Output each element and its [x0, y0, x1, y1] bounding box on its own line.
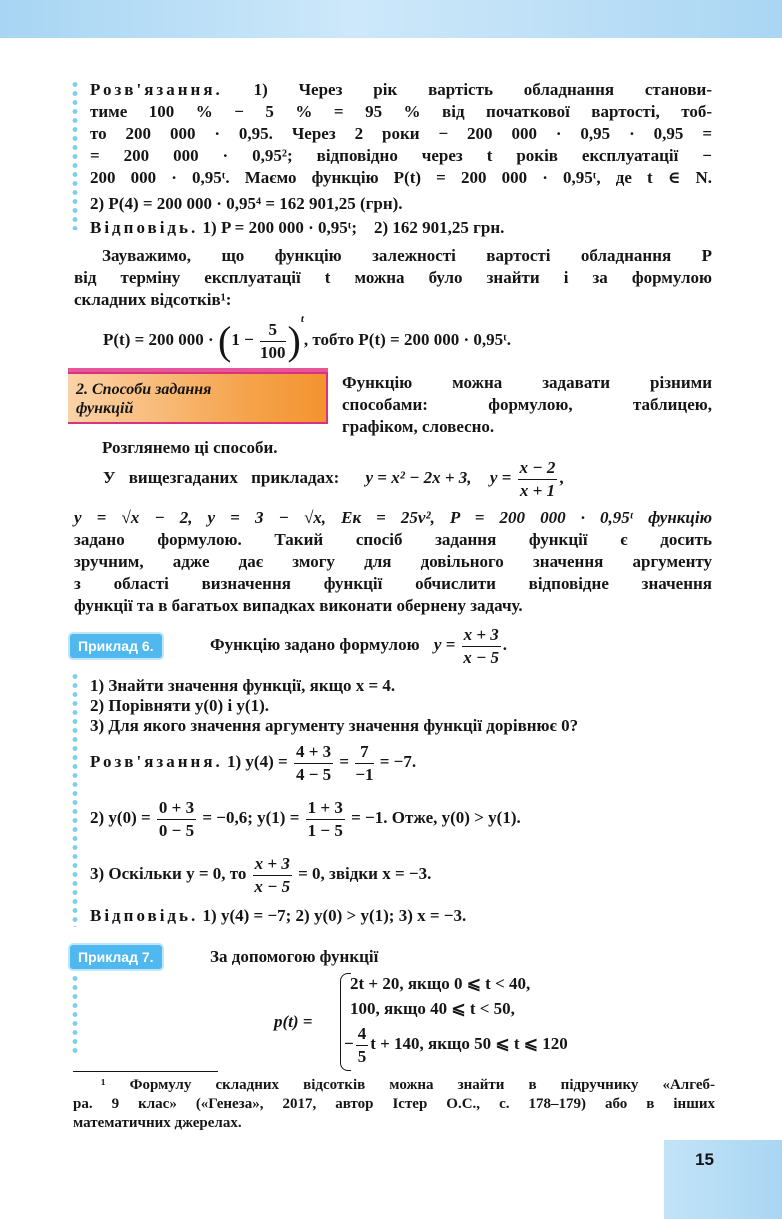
example-6-solution-3 [90, 850, 431, 898]
answer-text: 1) P = 200 000 · 0,95ᵗ; 2) 162 901,25 грн. [202, 218, 505, 237]
paren-open: ( [217, 318, 232, 364]
rational-fraction [518, 457, 558, 502]
solution-answer [90, 218, 504, 238]
piecewise-case-1: 2t + 20, якщо 0 ⩽ t < 40, [350, 974, 531, 993]
fraction-numerator: x + 3 [253, 853, 292, 876]
solution-line-3: то 200 000 · 0,95. Через 2 роки − 200 000 · 0,95 · 0,95 = [90, 124, 712, 143]
examples-line-5: з області визначення функції обчислити відповідне значення [74, 574, 712, 593]
fraction-b-denominator: 1 − 5 [307, 820, 343, 840]
fraction-denominator: x − 5 [254, 876, 291, 896]
section-heading-stripe [68, 368, 328, 372]
answer-lead: Відповідь. [90, 218, 199, 237]
solution-line-5: 200 000 · 0,95ᵗ. Маємо функцію P(t) = 200 000 · 0,95ᵗ, де t ∈ N. [90, 168, 712, 187]
footnote-line-2: ра. 9 клас» («Генеза», 2017, автор Істер О.С., с. 178–179) або в інших [73, 1096, 715, 1112]
paren-close: ) [287, 318, 301, 364]
solution-3-fraction [253, 853, 292, 898]
solution-line-1 [90, 80, 712, 100]
examples-intro: У вищезгаданих прикладах: [103, 468, 340, 487]
solution-1-fraction-b [355, 741, 373, 786]
example-6-task-1: 1) Знайти значення функції, якщо x = 4. [90, 676, 396, 695]
examples-line-2: y = √x − 2, y = 3 − √x, Eк = 25v², P = 200 000 · 0,95ᵗ функцію [74, 508, 712, 527]
solution-1-fraction-a [294, 741, 333, 786]
rational-denominator: x + 1 [519, 480, 556, 500]
remark-line-3: складних відсотків¹: [74, 290, 232, 309]
case-3-denominator: 5 [357, 1046, 367, 1066]
solution-line-2: тиме 100 % − 5 % = 95 % від початкової вартості, тоб- [90, 102, 712, 121]
footnote-line-1: ¹ Формулу складних відсотків можна знайти в підручнику «Алгеб- [101, 1077, 715, 1093]
formula-rational [489, 457, 564, 500]
solution-part-2: 2) P(4) = 200 000 · 0,95⁴ = 162 901,25 (грн). [90, 194, 403, 213]
section-intro-line-3: графіком, словесно. [342, 417, 495, 436]
example-6-task-3: 3) Для якого значення аргументу значення функції дорівнює 0? [90, 716, 579, 735]
remark-line-1: Зауважимо, що функцію залежності вартості обладнання P [102, 246, 712, 265]
fraction-a-denominator: 4 − 5 [295, 764, 332, 784]
example-6-badge: Приклад 6. [70, 634, 162, 658]
solution-text: 1) Через рік вартість обладнання станови- [253, 80, 712, 99]
examples-line-3: задано формулою. Такий спосіб задання функції є досить [74, 530, 712, 549]
example-6-task-2: 2) Порівняти y(0) і y(1). [90, 696, 269, 715]
example-6-numerator: x + 3 [462, 624, 501, 647]
example-6-denominator: x − 5 [463, 647, 500, 667]
example-6-answer-lead: Відповідь. [90, 906, 199, 925]
fraction-b-denominator: −1 [355, 764, 374, 784]
fraction-a-numerator: 0 + 3 [157, 797, 196, 820]
examples-line-1 [103, 455, 713, 501]
solution-2-fraction-b [306, 797, 345, 842]
piecewise-lhs: p(t) = [274, 1012, 313, 1031]
fraction-denominator: 100 [260, 342, 286, 362]
section-intro-line-1: Функцію можна задавати різними [342, 373, 712, 392]
corner-decorative-band [664, 1140, 782, 1219]
solution-1-post: = −7. [379, 752, 417, 771]
footnote-rule [73, 1071, 218, 1072]
section-title [76, 380, 211, 418]
consider-methods: Розглянемо ці способи. [102, 438, 278, 457]
solution-2-fraction-a [157, 797, 196, 842]
example-6-text: Функцію задано формулою [210, 635, 420, 654]
remark-line-2: від терміну експлуатації t можна було знайти і за формулою [74, 268, 712, 287]
example-7-statement: За допомогою функції [210, 947, 379, 966]
fraction-a-numerator: 4 + 3 [294, 741, 333, 764]
rational-numerator: x − 2 [518, 457, 558, 480]
formula-fraction [260, 319, 286, 364]
solution-1-pre: 1) y(4) = [227, 752, 288, 771]
example-6-fraction [462, 624, 501, 669]
example-6-solution-lead: Розв'язання. [90, 752, 223, 771]
solution-2-mid: = −0,6; y(1) = [202, 808, 300, 827]
solution-line-4: = 200 000 · 0,95²; відповідно через t років експлуатації − [90, 146, 712, 165]
solution-3-post: = 0, звідки x = −3. [298, 864, 432, 883]
section-title-line-2: функцій [76, 400, 134, 417]
page-number: 15 [695, 1150, 714, 1169]
margin-dots-example-6 [72, 672, 78, 927]
case-3-sign: − [344, 1034, 354, 1053]
case-3-tail: t + 140, якщо 50 ⩽ t ⩽ 120 [370, 1034, 568, 1053]
solution-1-eq: = [339, 752, 350, 771]
solution-2-post: = −1. Отже, y(0) > y(1). [351, 808, 521, 827]
example-6-tail: . [502, 635, 507, 654]
fraction-b-numerator: 7 [355, 741, 373, 764]
case-3-fraction [356, 1023, 369, 1068]
fraction-numerator: 5 [260, 319, 286, 342]
formula-quadratic: y = x² − 2x + 3, [365, 468, 472, 487]
fraction-b-numerator: 1 + 3 [306, 797, 345, 820]
margin-dots-example-7 [72, 974, 78, 1054]
formula-paren-start: 1 − [231, 330, 254, 349]
footnote-line-3: математичних джерелах. [73, 1115, 242, 1131]
margin-dots-solution [72, 80, 78, 230]
section-intro-line-2: способами: формулою, таблицею, [342, 395, 712, 414]
example-6-solution-1 [90, 738, 416, 786]
example-6-answer [90, 906, 466, 926]
compound-interest-formula [103, 313, 511, 364]
example-6-statement [210, 622, 507, 668]
example-6-answer-text: 1) y(4) = −7; 2) y(0) > y(1); 3) x = −3. [202, 906, 467, 925]
piecewise-case-2: 100, якщо 40 ⩽ t < 50, [350, 999, 515, 1018]
section-heading-box [68, 372, 328, 424]
case-3-numerator: 4 [356, 1023, 369, 1046]
rational-tail: , [559, 468, 564, 487]
example-6-lhs: y = [433, 635, 456, 654]
formula-exponent: t [300, 313, 304, 326]
rational-lhs: y = [489, 468, 512, 487]
formula-right: , тобто P(t) = 200 000 · 0,95ᵗ. [303, 330, 511, 349]
solution-lead: Розв'язання. [90, 80, 223, 99]
formula-left: P(t) = 200 000 · [103, 330, 214, 349]
fraction-a-denominator: 0 − 5 [158, 820, 195, 840]
solution-2-pre: 2) y(0) = [90, 808, 151, 827]
piecewise-case-3 [344, 1020, 568, 1068]
solution-3-pre: 3) Оскільки y = 0, то [90, 864, 247, 883]
section-title-line-1: 2. Способи задання [76, 381, 212, 398]
examples-line-4: зручним, адже дає змогу для довільного значення аргументу [74, 552, 712, 571]
examples-line-6: функції та в багатьох випадках виконати обернену задачу. [74, 596, 523, 615]
example-7-badge: Приклад 7. [70, 945, 162, 969]
top-decorative-band [0, 0, 782, 38]
example-6-solution-2 [90, 794, 521, 842]
